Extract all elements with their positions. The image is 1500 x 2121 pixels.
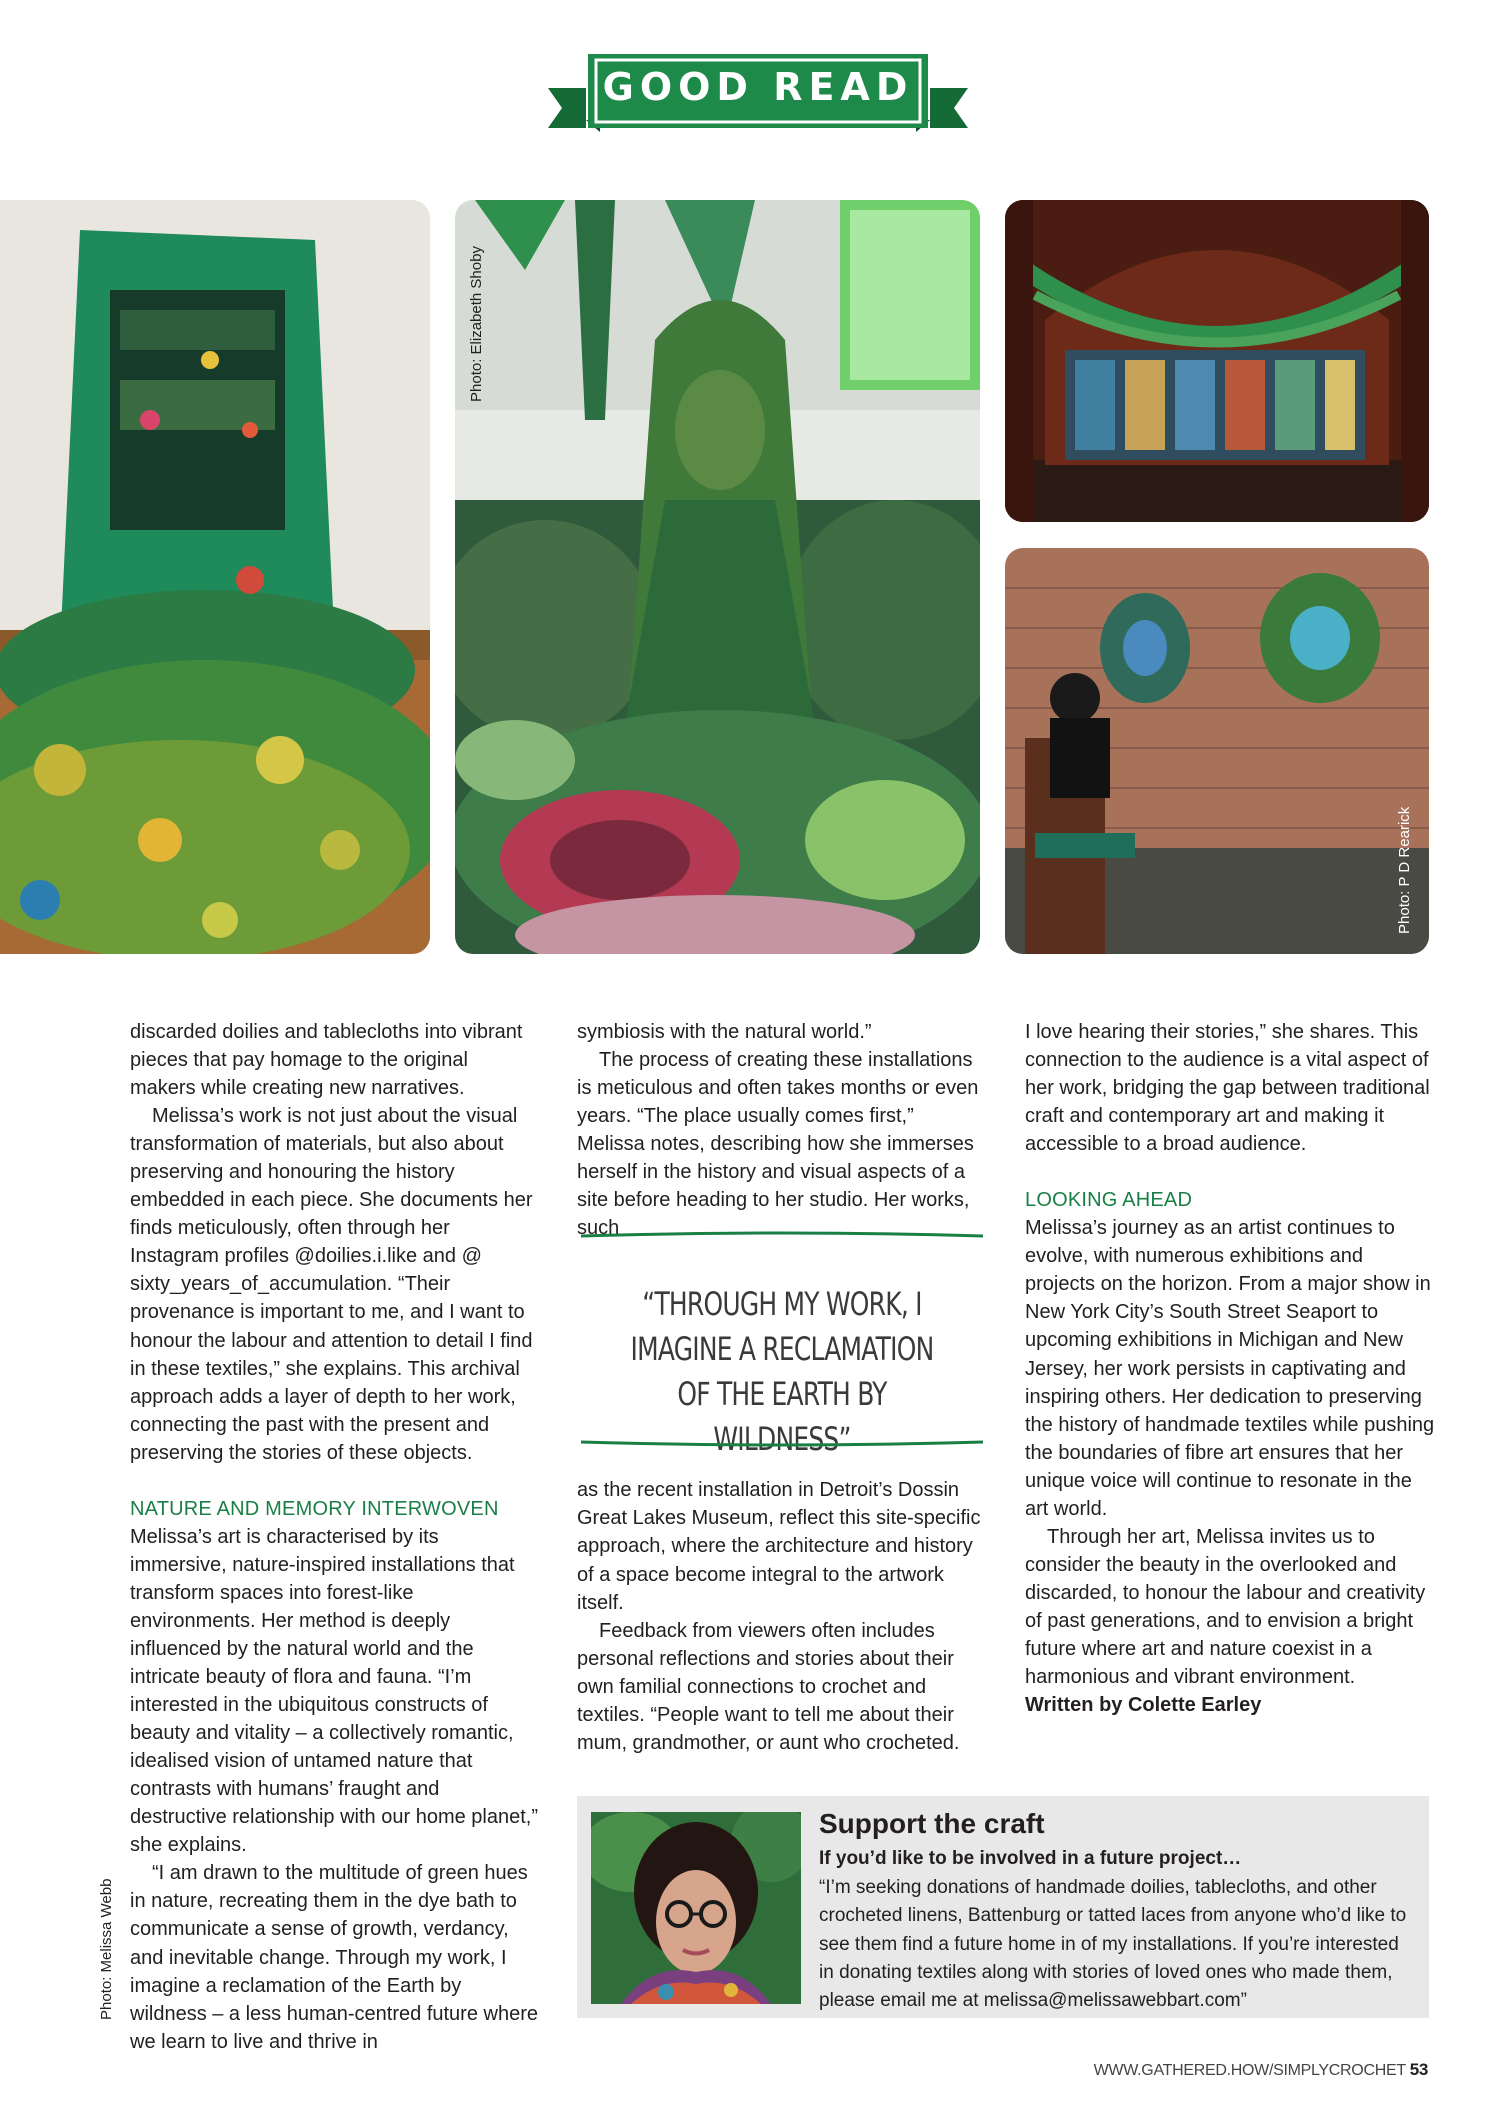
photo-crochet-figure: [455, 200, 980, 954]
photo-credit-webb: Photo: Melissa Webb: [98, 1878, 115, 2020]
pull-quote-text: “THROUGH MY WORK, I IMAGINE A RECLAMATION OF THE EARTH BY WILDNESS”: [630, 1285, 934, 1458]
article-column-3: [1025, 1018, 1437, 1719]
pull-quote-rule-top: [577, 1226, 987, 1246]
artist-portrait: [591, 1812, 801, 2004]
page-number: 53: [1409, 2060, 1428, 2079]
paragraph: “I am drawn to the multitude of green hues in nature, recreating them in the dye bath to communicate a sense of growth, verdancy, and inevitable change. Through my work, I imagine a reclamation of the Earth by wildness – a less human-centred future where we learn to live and thrive in: [130, 1862, 538, 2053]
section-heading-nature: NATURE AND MEMORY INTERWOVEN: [130, 1497, 499, 1520]
paragraph: I love hearing their stories,” she shares. This connection to the audience is a vital aspect of her work, bridging the gap between traditional craft and contemporary art and making it accessible to a broad audience.: [1025, 1021, 1430, 1156]
photo-museum-hall: [1005, 200, 1429, 522]
author-byline: Written by Colette Earley: [1025, 1694, 1262, 1717]
photo-credit-rearick: Photo: P D Rearick: [1396, 806, 1413, 934]
article-column-1: [130, 1018, 538, 2056]
banner-title: GOOD READ: [602, 65, 914, 109]
paragraph: Through her art, Melissa invites us to consider the beauty in the overlooked and discarded, to honour the labour and creativity of past generations, and to envision a bright future where art and nature coexist in a harmonious and vibrant environment.: [1025, 1525, 1426, 1689]
paragraph: Feedback from viewers often includes personal reflections and stories about their own familial connections to crochet and textiles. “People want to tell me about their mum, grandmother, or aunt who crocheted.: [577, 1619, 960, 1754]
photo-crochet-shrine: [0, 200, 430, 954]
paragraph: Melissa’s art is characterised by its immersive, nature-inspired installations that transform spaces into forest-like environments. Her method is deeply influenced by the natural world and the intricate beauty of flora and fauna. “I’m interested in the ubiquitous constructs of beauty and vitality – a collectively romantic, idealised vision of untamed nature that contrasts with humans’ fraught and destructive relationship with our home planet,” she explains.: [130, 1525, 538, 1857]
support-body: “I’m seeking donations of handmade doilies, tablecloths, and other crocheted linens, Battenburg or tatted laces from anyone who’d like to see them find a future home in of my installations. If you’re interested in donating textiles along with stories of loved ones who made them, please email me at melissa@melissawebbart.com”: [819, 1877, 1407, 2012]
support-title: Support the craft: [819, 1808, 1045, 1839]
section-heading-looking-ahead: LOOKING AHEAD: [1025, 1189, 1193, 1212]
paragraph: Melissa’s work is not just about the visual transformation of materials, but also about preserving and honouring the history embedded in each piece. She documents her finds meticulously, often through her Instagram profiles @doilies.i.like and @ sixty_years_of_accumulation. “Their provenance is important to me, and I want to honour the labour and attention to detail I find in these textiles,” she explains. This archival approach adds a layer of depth to her work, connecting the past with the present and preserving the stories of these objects.: [130, 1105, 533, 1464]
photo-viewer-wall: [1005, 548, 1429, 954]
footer-url: WWW.GATHERED.HOW/SIMPLYCROCHET: [1093, 2062, 1406, 2079]
paragraph: as the recent installation in Detroit’s Dossin Great Lakes Museum, reflect this site-specific approach, where the architecture and history of a space become integral to the artwork itself.: [577, 1479, 981, 1614]
paragraph: Melissa’s journey as an artist continues to evolve, with numerous exhibitions and projects on the horizon. From a major show in New York City’s South Street Seaport to upcoming exhibitions in Michigan and New Jersey, her work persists in captivating and inspiring others. Her dedication to preserving the history of handmade textiles while pushing the boundaries of fibre art ensures that her unique voice will continue to resonate in the art world.: [1025, 1217, 1435, 1520]
paragraph: discarded doilies and tablecloths into vibrant pieces that pay homage to the original makers while creating new narratives.: [130, 1021, 523, 1100]
paragraph: The process of creating these installations is meticulous and often takes months or even years. “The place usually comes first,” Melissa notes, describing how she immerses herself in the history and visual aspects of a site before heading to her studio. Her works, such: [577, 1049, 979, 1240]
support-the-craft-box: [577, 1796, 1429, 2018]
page-footer: [1094, 2060, 1428, 2080]
pull-quote-rule-bottom: [577, 1432, 987, 1452]
paragraph: symbiosis with the natural world.”: [577, 1021, 872, 1043]
pull-quote: [577, 1226, 987, 1458]
support-subtitle: If you’d like to be involved in a future project…: [819, 1848, 1242, 1869]
photo-credit-shoby: Photo: Elizabeth Shoby: [468, 246, 485, 402]
